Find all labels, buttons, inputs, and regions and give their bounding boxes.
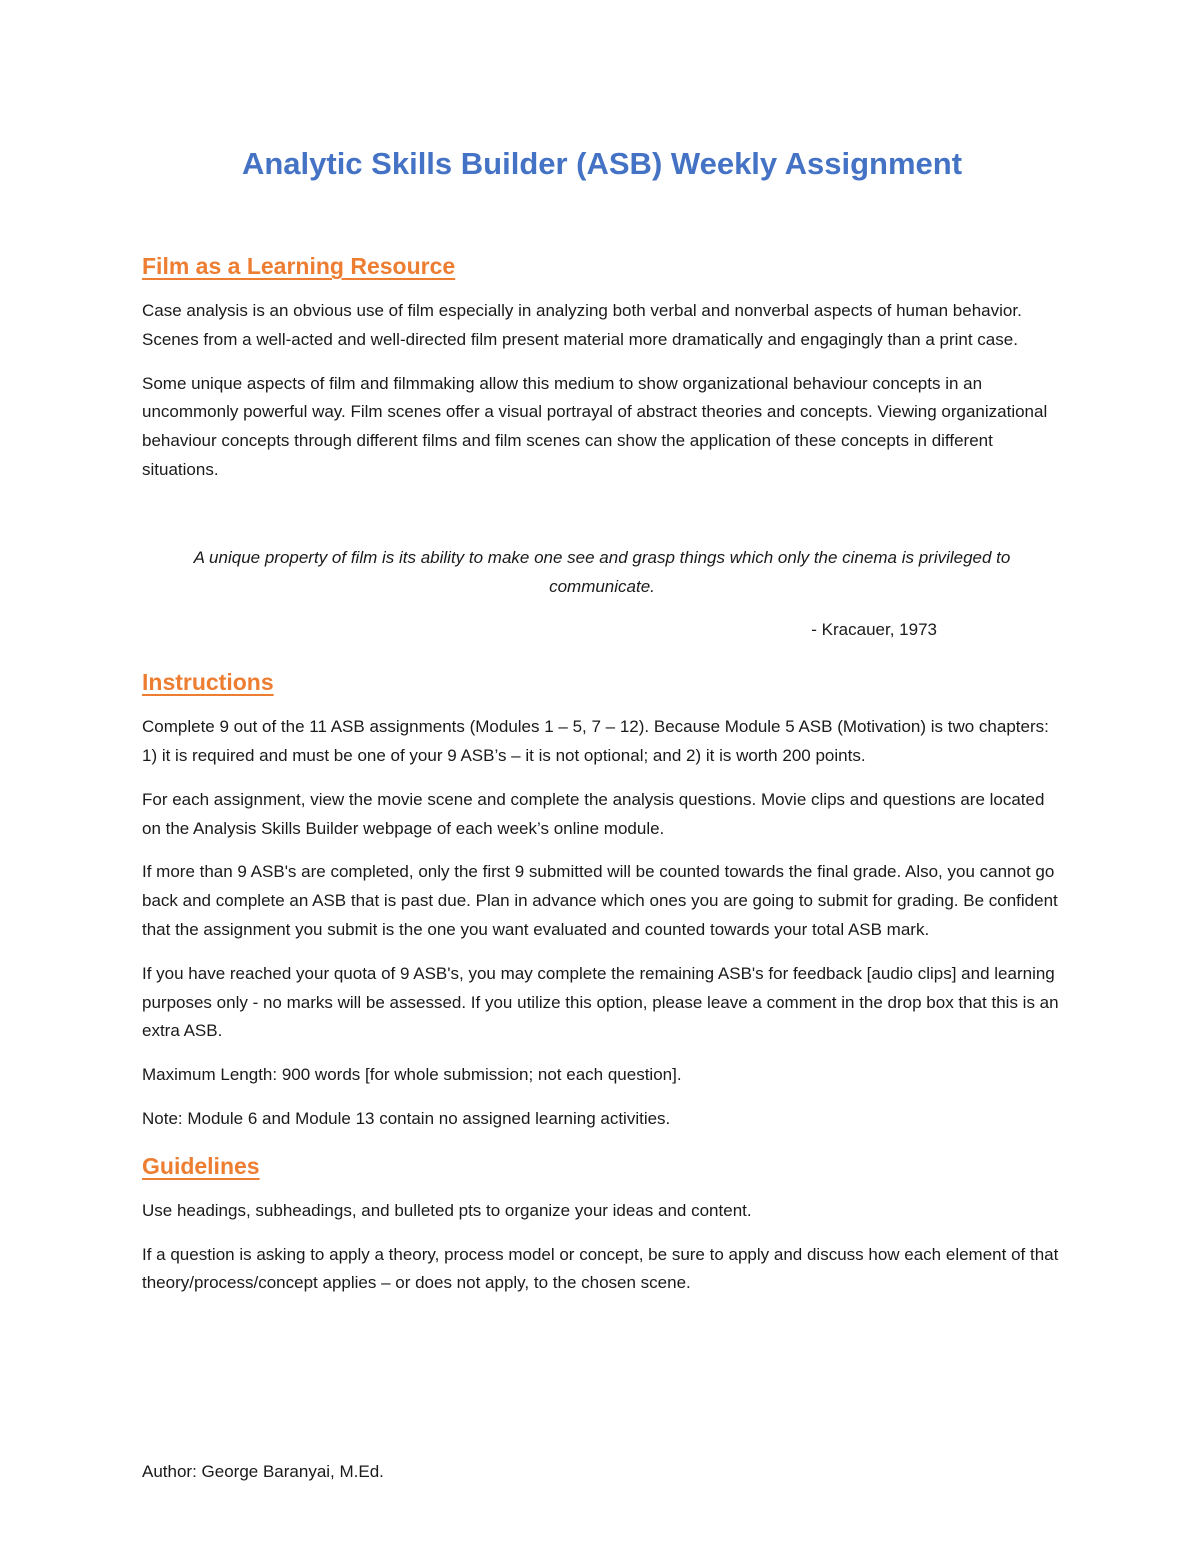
section-heading-guidelines: Guidelines (142, 1152, 260, 1179)
paragraph: If you have reached your quota of 9 ASB's, you may complete the remaining ASB's for feedback [audio clips] and learning purposes only - no marks will be assessed. If you utilize this option, please leave a comment in the drop box that this is an extra ASB. (142, 963, 1059, 1041)
section-instructions (142, 666, 1062, 1134)
section-film (142, 250, 1062, 645)
section-heading-film: Film as a Learning Resource (142, 253, 456, 279)
paragraph: Complete 9 out of the 11 ASB assignments (Modules 1 – 5, 7 – 12). Because Module 5 ASB (Motivation) is two chapters: 1) it is required and must be one of your 9 ASB’s – it is not optional; and 2) it is worth 200 points. (142, 717, 1049, 765)
section-guidelines (142, 1150, 1062, 1298)
paragraph: Use headings, subheadings, and bulleted pts to organize your ideas and content. (142, 1200, 752, 1220)
quote-attribution: - Kracauer, 1973 (811, 620, 937, 640)
paragraph: If a question is asking to apply a theory, process model or concept, be sure to apply and discuss how each element of that theory/process/concept applies – or does not apply, to the chosen scene. (142, 1244, 1059, 1293)
paragraph: For each assignment, view the movie scene and complete the analysis questions. Movie clips and questions are located on the Analysis Skills Builder webpage of each week’s online module. (142, 789, 1045, 838)
quote: A unique property of film is its ability to make one see and grasp things which only the cinema is privileged to communicate. (193, 547, 1011, 596)
section-heading-instructions: Instructions (142, 669, 274, 696)
paragraph: Note: Module 6 and Module 13 contain no assigned learning activities. (142, 1108, 671, 1128)
paragraph: If more than 9 ASB's are completed, only the first 9 submitted will be counted towards the final grade. Also, you cannot go back and complete an ASB that is past due. Plan in advance which ones you are going to submit for grading. Be confident that the assignment you submit is the one you want evaluated and counted towards your total ASB mark. (142, 862, 1058, 939)
document-title: Analytic Skills Builder (ASB) Weekly Assignment (241, 146, 963, 181)
paragraph: Case analysis is an obvious use of film especially in analyzing both verbal and nonverbal aspects of human behavior. Scenes from a well-acted and well-directed film present material more dramatically and engagingly than a print case. (142, 301, 1022, 349)
author-footer: Author: George Baranyai, M.Ed. (142, 1462, 384, 1481)
paragraph: Some unique aspects of film and filmmaking allow this medium to show organizational behaviour concepts in an uncommonly powerful way. Film scenes offer a visual portrayal of abstract theories and concepts. Viewing organizational behaviour concepts through different films and film scenes can show the application of these concepts in different situations. (142, 373, 1048, 479)
document-body (142, 142, 1062, 1298)
paragraph: Maximum Length: 900 words [for whole submission; not each question]. (142, 1065, 682, 1085)
